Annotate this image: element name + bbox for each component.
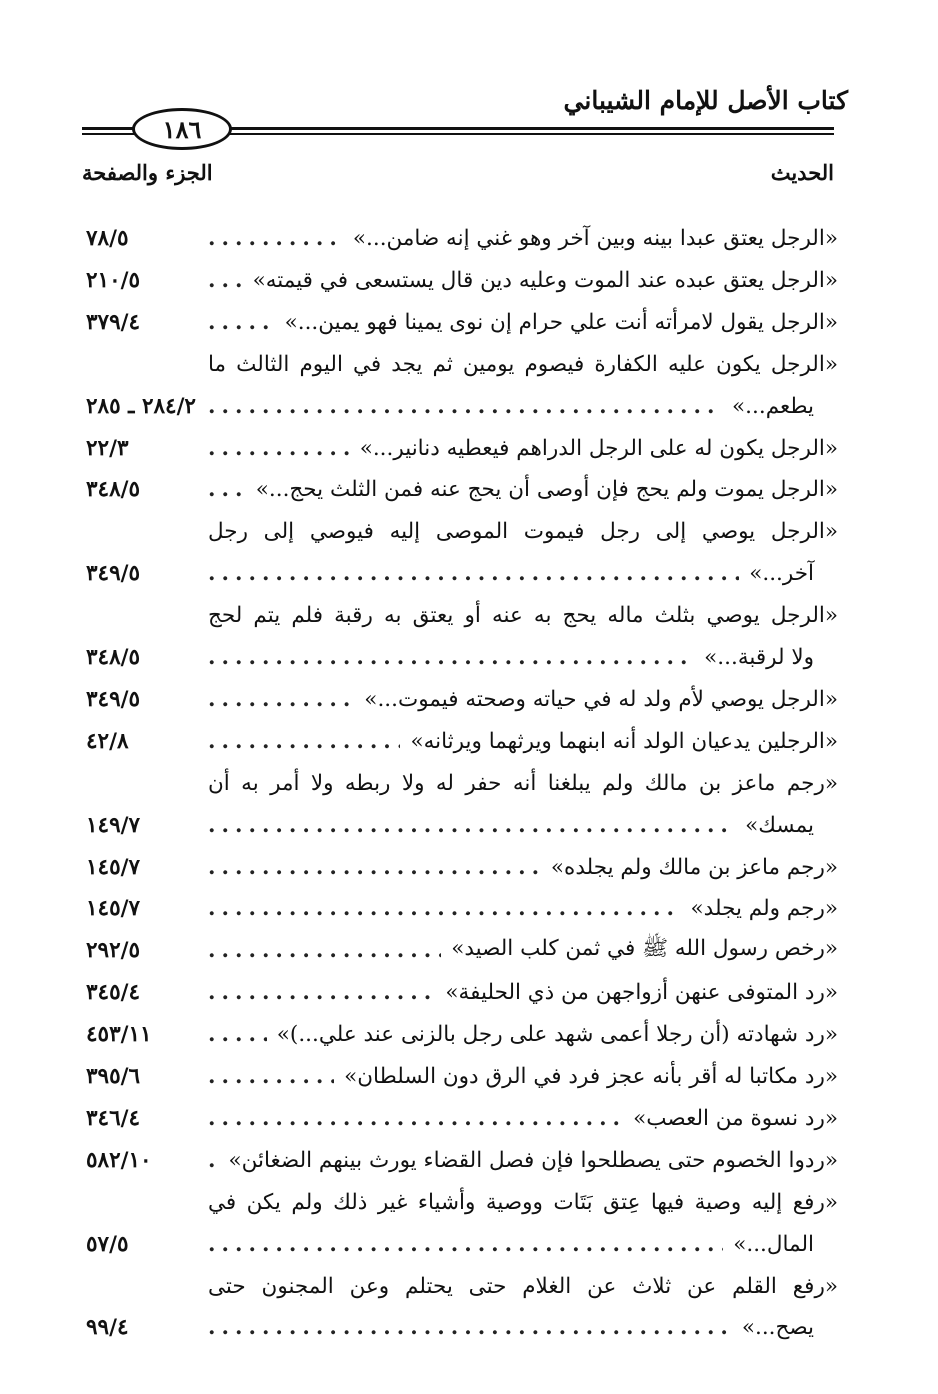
part-page-ref: ٣٤٦/٤ (86, 1105, 141, 1131)
entry-line (208, 972, 838, 1012)
entry-line (208, 1056, 838, 1096)
part-page-ref: ٥٧/٥ (86, 1231, 129, 1257)
part-page-ref: ٣٤٩/٥ (86, 686, 141, 712)
part-page-ref: ٣٤٨/٥ (86, 476, 141, 502)
dot-leader (208, 1022, 267, 1047)
hadith-text: «الرجل يوصي إلى رجل فيموت الموصى إليه فيوصي إلى رجل (208, 518, 838, 544)
hadith-text: «رد مكاتبا له أقر بأنه عجز فرد في الرق دون السلطان» (344, 1063, 838, 1089)
entry-line (208, 679, 838, 719)
entry-line (208, 1224, 814, 1264)
hadith-text: «الرجل يوصي بثلث ماله يحج به عنه أو يعتق به رقبة فلم يتم لحج (208, 602, 838, 628)
entry-line (208, 847, 838, 887)
hadith-text: «رخص رسول الله ﷺ في ثمن كلب الصيد» (451, 935, 838, 961)
entry-line (208, 218, 838, 258)
hadith-text: يطعم...» (732, 393, 814, 419)
entry-line (208, 888, 838, 928)
book-title: كتاب الأصل للإمام الشيباني (563, 86, 848, 115)
entry-line (208, 1014, 838, 1054)
hadith-text: «رد شهادته (أن رجلا أعمى شهد على رجل بالزنى عند علي...)» (276, 1021, 838, 1047)
part-page-ref: ٣٤٨/٥ (86, 644, 141, 670)
page-number: ١٨٦ (132, 108, 232, 150)
entry-line (208, 1307, 814, 1347)
dot-leader (208, 729, 400, 754)
dot-leader (208, 1232, 723, 1257)
entry-line (208, 386, 814, 426)
hadith-text: «ردوا الخصوم حتى يصطلحوا فإن فصل القضاء يورث بينهم الضغائن» (228, 1147, 838, 1173)
hadith-text: المال...» (733, 1231, 814, 1257)
entry-line (208, 1140, 838, 1180)
hadith-text: «رد المتوفى عنهن أزواجهن من ذي الحليفة» (445, 979, 838, 1005)
dot-leader (208, 980, 435, 1005)
dot-leader (208, 1315, 732, 1340)
dot-leader (208, 687, 354, 712)
hadith-text: «الرجل يقول لامرأته أنت علي حرام إن نوى يمينا فهو يمين...» (284, 309, 838, 335)
hadith-text: «الرجل يموت ولم يحج فإن أوصى أن يحج عنه فمن الثلث يحج...» (255, 476, 838, 502)
dot-leader (208, 645, 694, 670)
hadith-text: «الرجلين يدعيان الولد أنه ابنهما ويرثهما ويرثانه» (410, 728, 838, 754)
part-page-ref: ١٤٥/٧ (86, 895, 141, 921)
dot-leader (208, 938, 441, 963)
part-page-ref: ١٤٩/٧ (86, 812, 141, 838)
dot-leader (208, 896, 681, 921)
part-page-ref: ١٤٥/٧ (86, 854, 141, 880)
hadith-text: «الرجل يكون له على الرجل الدراهم فيعطيه دنانير...» (359, 435, 838, 461)
part-page-ref: ٣٩٥/٦ (86, 1063, 141, 1089)
part-page-ref: ٣٤٩/٥ (86, 560, 141, 586)
part-page-ref: ٩٩/٤ (86, 1314, 129, 1340)
dot-leader (208, 1148, 219, 1173)
entry-line (208, 595, 838, 635)
part-page-ref: ٣٧٩/٤ (86, 309, 141, 335)
column-header-hadith: الحديث (770, 160, 834, 185)
entry-line (208, 930, 838, 970)
entry-line (208, 553, 814, 593)
entry-line (208, 721, 838, 761)
entry-line (208, 763, 838, 803)
part-page-ref: ٣٤٥/٤ (86, 979, 141, 1005)
dot-leader (208, 813, 735, 838)
part-page-ref: ٢٩٢/٥ (86, 937, 141, 963)
hadith-text: «الرجل يعتق عبده عند الموت وعليه دين قال يستسعى في قيمته» (252, 267, 838, 293)
entry-line (208, 469, 838, 509)
hadith-text: «رفع إليه وصية فيها عِتق بَتَات ووصية وأشياء غير ذلك ولم يكن في (208, 1189, 838, 1215)
dot-leader (208, 855, 541, 880)
hadith-text: يصح...» (741, 1314, 814, 1340)
entry-line (208, 260, 838, 300)
entry-line (208, 1266, 838, 1306)
hadith-text: «الرجل يوصي لأم ولد له في حياته وصحته فيموت...» (364, 686, 838, 712)
part-page-ref: ٧٨/٥ (86, 225, 129, 251)
hadith-text: «الرجل يكون عليه الكفارة فيصوم يومين ثم يجد في اليوم الثالث ما (208, 351, 838, 377)
dot-leader (208, 310, 275, 335)
part-page-ref: ٥٨٢/١٠ (86, 1147, 152, 1173)
dot-leader (208, 226, 343, 251)
hadith-text: «رجم ماعز بن مالك ولم يجلده» (550, 854, 838, 880)
hadith-text: «رجم ماعز بن مالك ولم يبلغنا أنه حفر له ولا ربطه ولا أمر به أن (208, 770, 838, 796)
dot-leader (208, 1064, 334, 1089)
dot-leader (208, 268, 243, 293)
entry-line (208, 511, 838, 551)
hadith-text: آخر...» (749, 560, 814, 586)
dot-leader (208, 394, 722, 419)
part-page-ref: ٤٥٣/١١ (86, 1021, 152, 1047)
part-page-ref: ٢١٠/٥ (86, 267, 141, 293)
column-header-part-page: الجزء والصفحة (82, 160, 213, 185)
hadith-text: يمسك» (745, 812, 814, 838)
hadith-text: «رفع القلم عن ثلاث عن الغلام حتى يحتلم وعن المجنون حتى (208, 1273, 838, 1299)
dot-leader (208, 436, 350, 461)
entry-line (208, 805, 814, 845)
dot-leader (208, 561, 739, 586)
part-page-ref: ٤٢/٨ (86, 728, 129, 754)
hadith-text: «رد نسوة من العصب» (633, 1105, 838, 1131)
entry-line (208, 428, 838, 468)
entry-line (208, 1098, 838, 1138)
entry-line (208, 344, 838, 384)
dot-leader (208, 477, 246, 502)
hadith-text: ولا لرقبة...» (704, 644, 814, 670)
hadith-text: «رجم ولم يجلد» (690, 895, 838, 921)
entry-line (208, 637, 814, 677)
part-page-ref: ٢٢/٣ (86, 435, 129, 461)
entry-line (208, 302, 838, 342)
part-page-ref: ٢٨٤/٢ ـ ٢٨٥ (86, 393, 196, 419)
entry-line (208, 1182, 838, 1222)
hadith-text: «الرجل يعتق عبدا بينه وبين آخر وهو غني إنه ضامن...» (352, 225, 838, 251)
dot-leader (208, 1106, 623, 1131)
